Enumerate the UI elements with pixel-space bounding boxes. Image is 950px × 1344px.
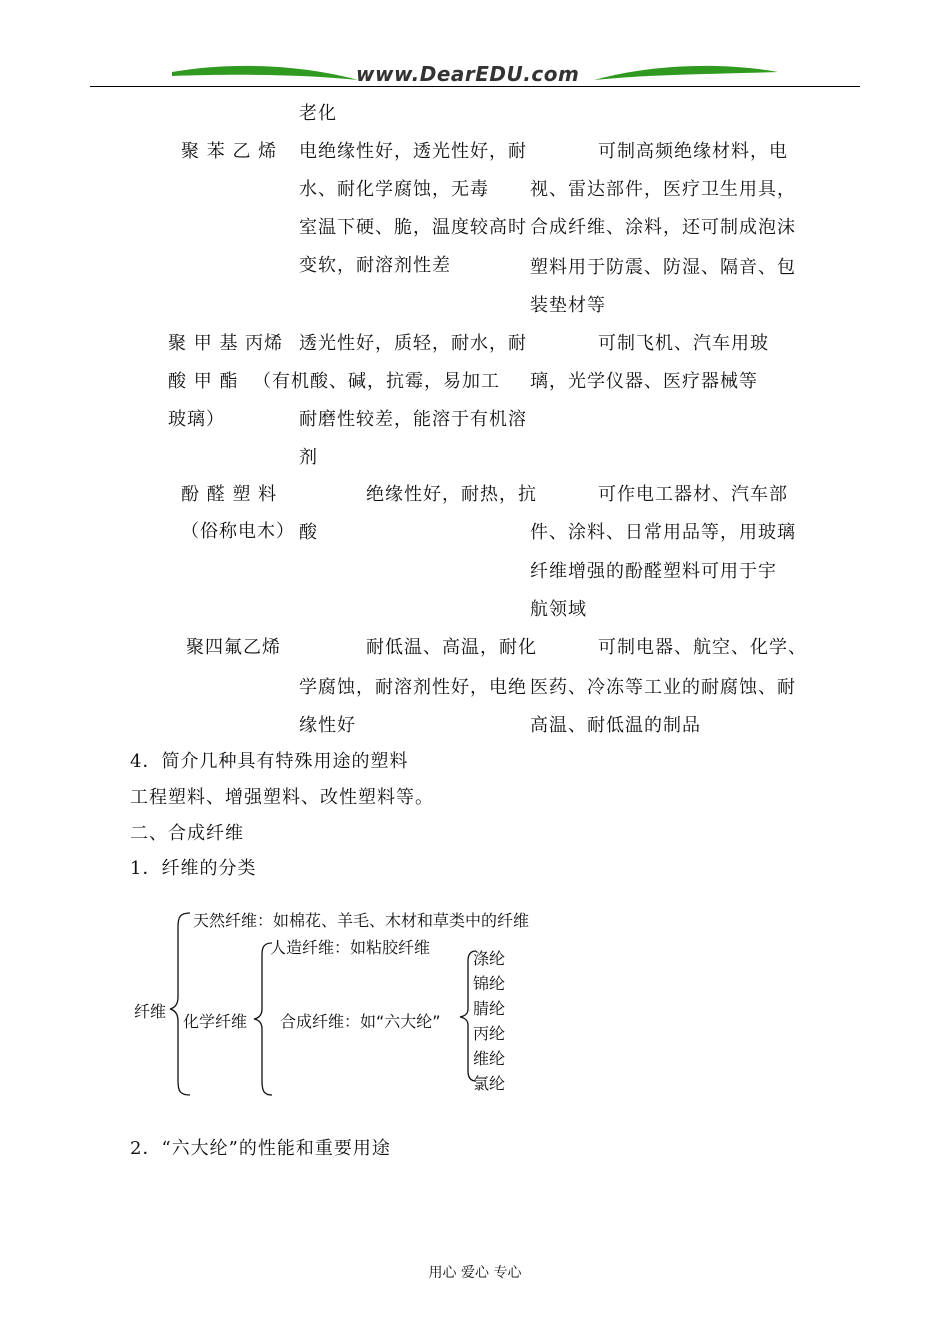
use-line: 航领域 <box>530 599 587 620</box>
use-line: 可制电器、航空、化学、 <box>598 637 807 658</box>
site-logo: www.DearEDU.com <box>356 62 580 86</box>
material-name: 聚 苯 乙 烯 <box>181 141 278 162</box>
use-line: 塑料用于防震、防湿、隔音、包 <box>530 257 796 278</box>
diagram-synthetic-fiber: 合成纤维：如“六大纶” <box>280 1012 441 1031</box>
header-swoosh-left-icon <box>170 60 360 86</box>
use-line: 纤维增强的酚醛塑料可用于宇 <box>530 561 777 582</box>
prop-line: 电绝缘性好，透光性好，耐 <box>299 141 527 162</box>
six-fiber-item: 腈纶 <box>473 999 506 1018</box>
diagram-natural-fiber: 天然纤维：如棉花、羊毛、木材和草类中的纤维 <box>193 911 530 930</box>
material-name: 酸 甲 酯 <box>168 371 239 392</box>
use-line: 合成纤维、涂料，还可制成泡沫 <box>530 217 796 238</box>
root-brace <box>170 913 190 1095</box>
use-line: 可制飞机、汽车用玻 <box>598 333 769 354</box>
prop-line: （有机酸、碱，抗霉，易加工 <box>253 371 500 392</box>
use-line: 件、涂料、日常用品等，用玻璃 <box>530 522 796 543</box>
prop-line: 室温下硬、脆，温度较高时 <box>299 217 527 238</box>
prop-line: 缘性好 <box>299 715 356 736</box>
use-line: 璃，光学仪器、医疗器械等 <box>530 371 758 392</box>
page-footer: 用心 爱心 专心 <box>428 1265 522 1281</box>
table-cell-prop: 老化 <box>299 103 337 124</box>
diagram-chemical-fiber: 化学纤维 <box>183 1012 248 1031</box>
six-fiber-item: 锦纶 <box>473 974 506 993</box>
chemical-brace <box>254 943 272 1095</box>
prop-line: 学腐蚀，耐溶剂性好，电绝 <box>299 677 527 698</box>
material-name: 聚 甲 基 丙烯 <box>168 333 284 354</box>
use-line: 可制高频绝缘材料，电 <box>598 141 788 162</box>
use-line: 视、雷达部件，医疗卫生用具， <box>530 179 796 200</box>
diagram-artificial-fiber: 人造纤维：如粘胶纤维 <box>270 938 431 957</box>
paragraph: 工程塑料、增强塑料、改性塑料等。 <box>130 787 434 808</box>
prop-line: 耐低温、高温，耐化 <box>366 637 537 658</box>
six-fiber-item: 涤纶 <box>473 949 506 968</box>
prop-line: 绝缘性好，耐热，抗 <box>366 484 537 505</box>
header-swoosh-right-icon <box>592 60 780 86</box>
diagram-root-label: 纤维 <box>134 1002 167 1021</box>
prop-line: 水、耐化学腐蚀，无毒 <box>299 179 489 200</box>
six-fiber-item: 丙纶 <box>473 1024 506 1043</box>
header-rule <box>90 86 860 87</box>
six-fiber-item: 维纶 <box>473 1049 506 1068</box>
material-name: 聚四氟乙烯 <box>186 637 281 658</box>
prop-line: 酸 <box>299 522 318 543</box>
use-line: 高温、耐低温的制品 <box>530 715 701 736</box>
section-heading: 4．简介几种具有特殊用途的塑料 <box>130 751 409 772</box>
prop-line: 耐磨性较差，能溶于有机溶 <box>299 409 527 430</box>
material-name: （俗称电木） <box>181 521 295 542</box>
six-fiber-item: 氯纶 <box>473 1074 506 1093</box>
material-name: 玻璃） <box>168 409 225 430</box>
material-name: 酚 醛 塑 料 <box>181 484 278 505</box>
prop-line: 剂 <box>299 447 318 468</box>
section-heading: 1．纤维的分类 <box>130 858 257 879</box>
section-heading: 二、合成纤维 <box>130 823 244 844</box>
prop-line: 变软，耐溶剂性差 <box>299 255 451 276</box>
prop-line: 透光性好，质轻，耐水，耐 <box>299 333 527 354</box>
section-heading: 2．“六大纶”的性能和重要用途 <box>130 1138 391 1159</box>
use-line: 医药、冷冻等工业的耐腐蚀、耐 <box>530 677 796 698</box>
use-line: 可作电工器材、汽车部 <box>598 484 788 505</box>
use-line: 装垫材等 <box>530 295 606 316</box>
